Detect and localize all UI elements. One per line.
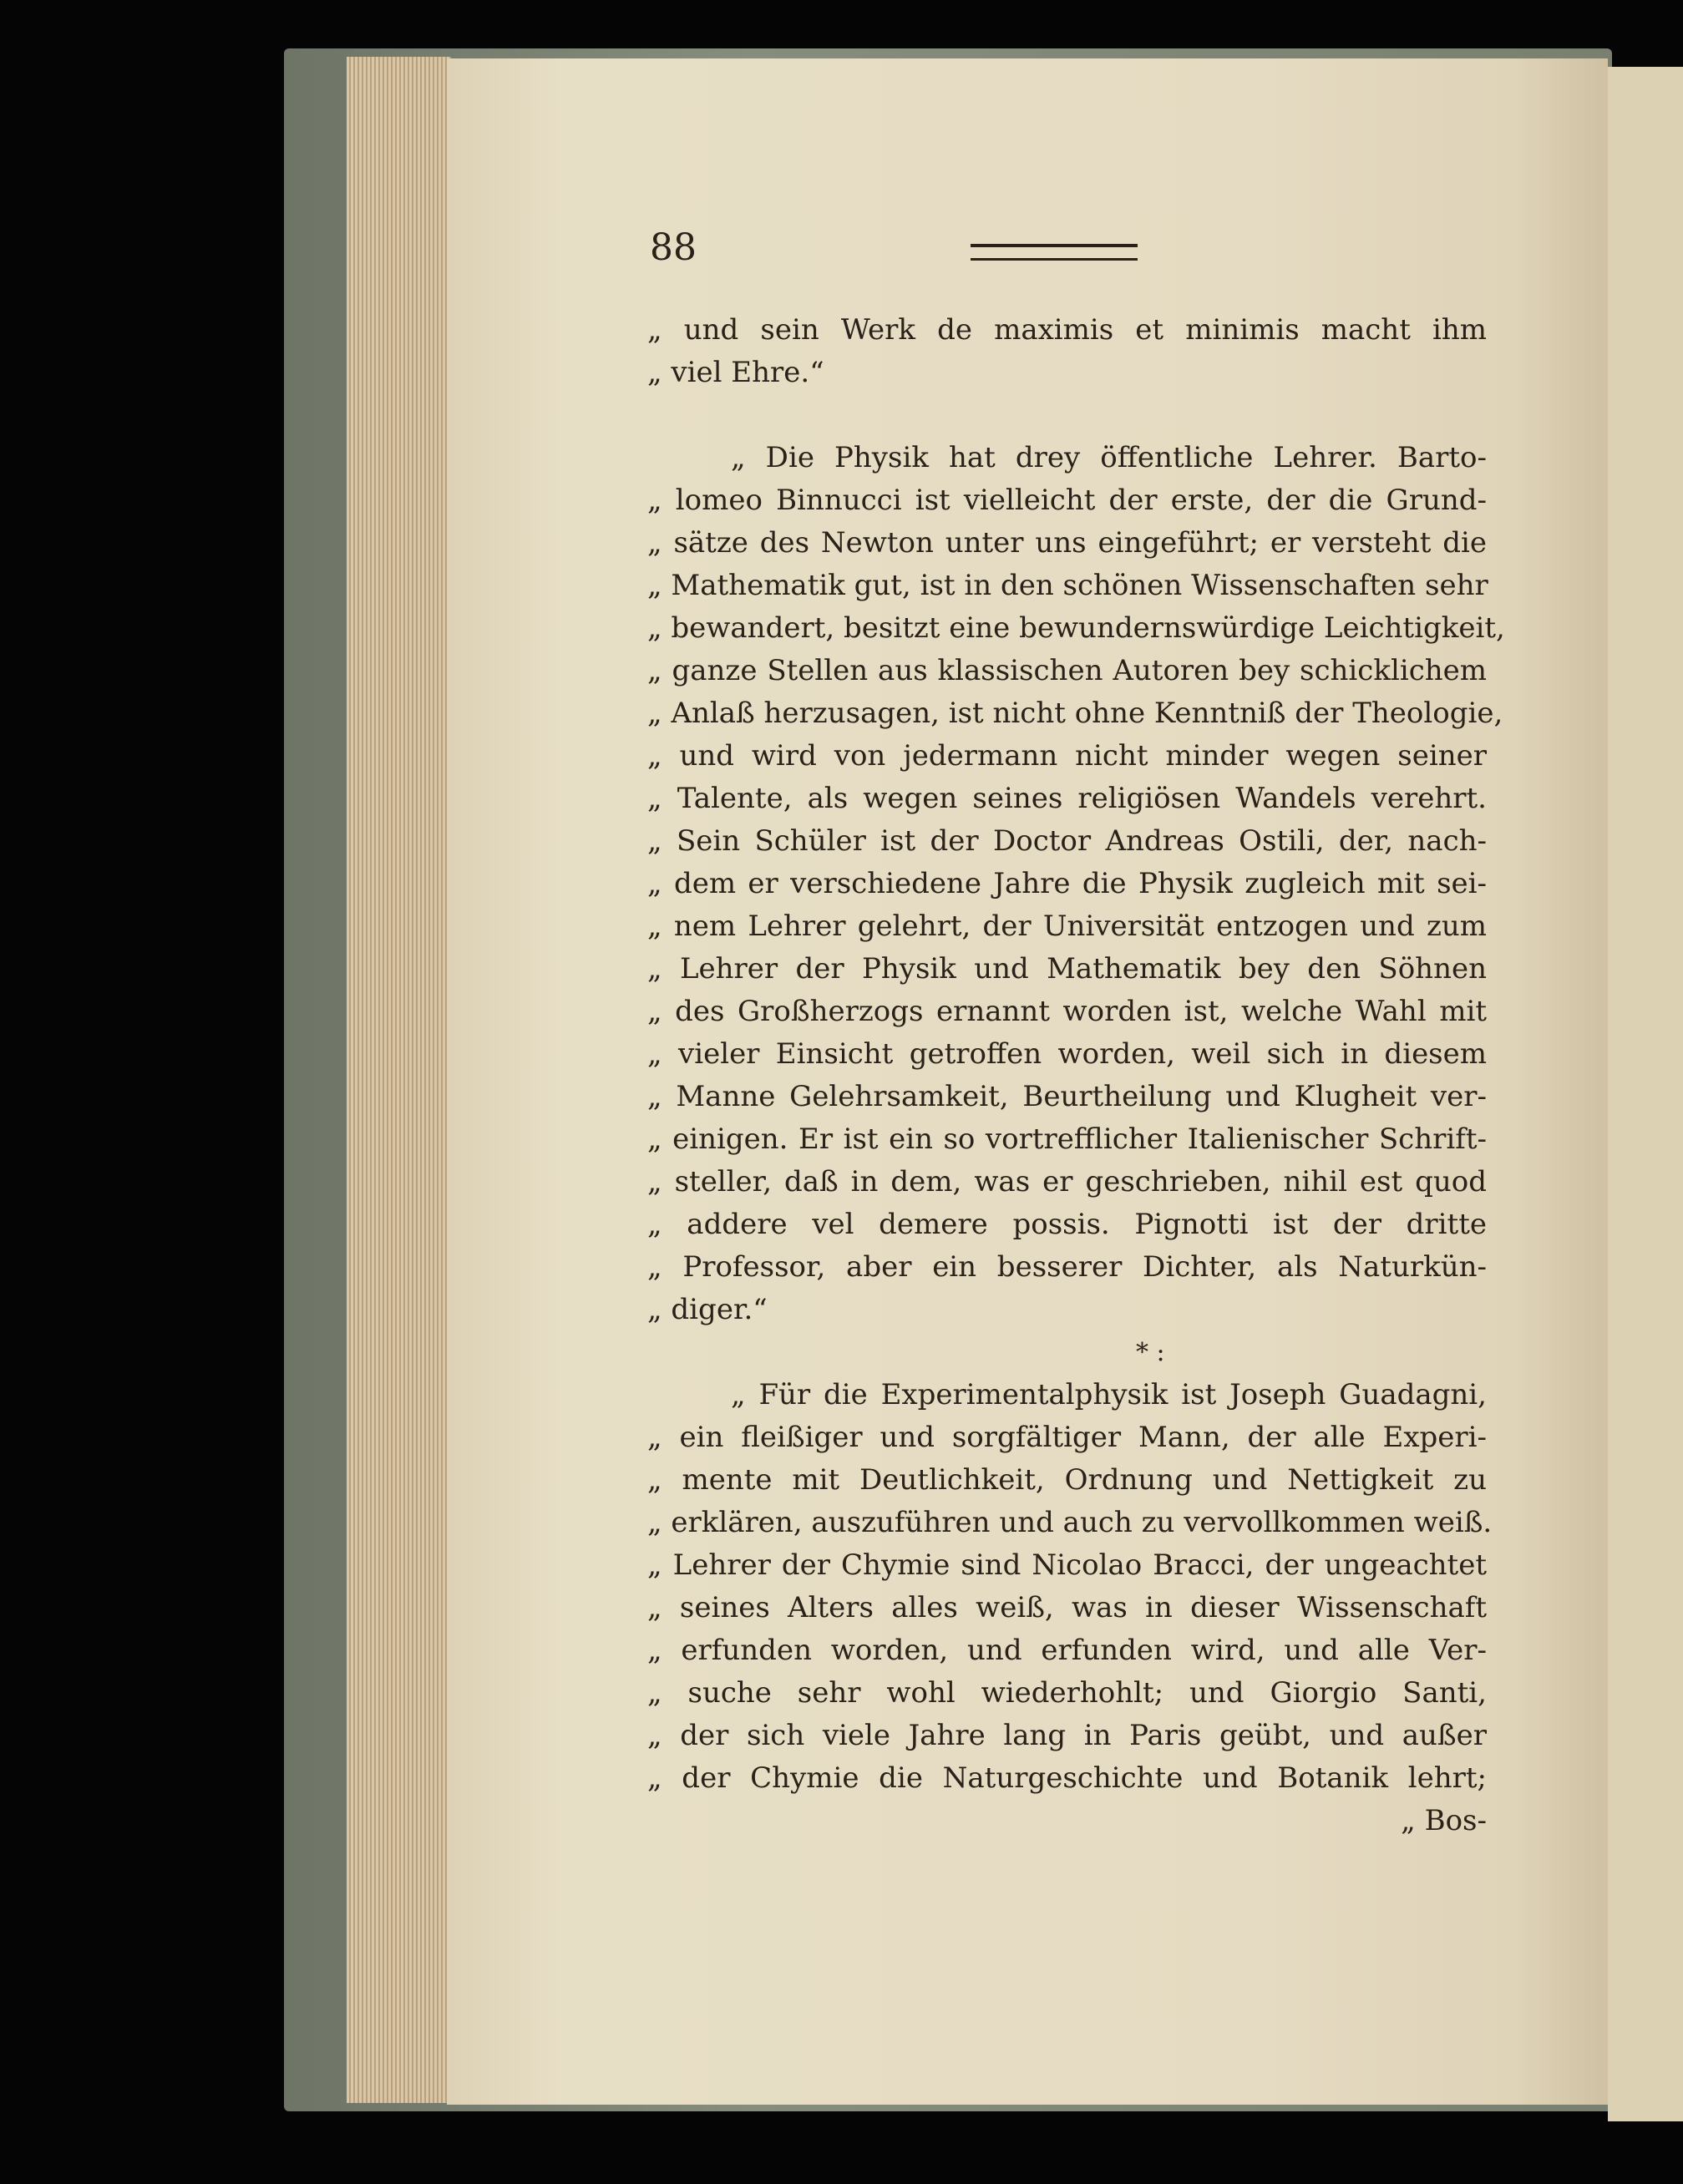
text-line: „ Für die Experimentalphysik ist Joseph Guadagni, — [731, 1378, 1487, 1411]
text-line: „ der Chymie die Naturgeschichte und Botanik lehrt; — [647, 1761, 1487, 1795]
text-line: „ Anlaß herzusagen, ist nicht ohne Kenntniß der Theologie, — [647, 697, 1503, 730]
paragraph-gap — [647, 1331, 1487, 1374]
page-number: 88 — [650, 226, 697, 269]
text-line: „ addere vel demere possis. Pignotti ist der dritte — [647, 1208, 1487, 1241]
header-rule — [971, 244, 1138, 261]
text-line: „ nem Lehrer gelehrt, der Universität entzogen und zum — [647, 910, 1487, 943]
text-line: „ erfunden worden, und erfunden wird, und alle Ver- — [647, 1634, 1487, 1667]
text-line: „ und sein Werk de maximis et minimis macht ihm — [647, 313, 1487, 347]
text-line: „ der sich viele Jahre lang in Paris geübt, und außer — [647, 1719, 1487, 1752]
text-line: „ dem er verschiedene Jahre die Physik zugleich mit sei- — [647, 867, 1487, 900]
facing-page-edge — [1608, 67, 1683, 2121]
text-line: „ und wird von jedermann nicht minder wegen seiner — [647, 739, 1487, 773]
text-line: „ erklären, auszuführen und auch zu vervollkommen weiß. — [647, 1506, 1493, 1539]
text-line: „ ganze Stellen aus klassischen Autoren bey schicklichem — [647, 654, 1487, 687]
text-line: „ steller, daß in dem, was er geschrieben, nihil est quod — [647, 1165, 1487, 1198]
text-line: „ Die Physik hat drey öffentliche Lehrer. Barto- — [731, 441, 1487, 474]
text-line: „ Lehrer der Physik und Mathematik bey den Söhnen — [647, 952, 1487, 986]
text-line: „ ein fleißiger und sorgfältiger Mann, der alle Experi- — [647, 1421, 1487, 1454]
text-line: „ seines Alters alles weiß, was in dieser Wissenschaft — [647, 1591, 1487, 1624]
text-line: „ bewandert, besitzt eine bewundernswürdige Leichtigkeit, — [647, 611, 1505, 645]
paragraph-gap — [647, 394, 1487, 437]
text-line: „ vieler Einsicht getroffen worden, weil sich in diesem — [647, 1037, 1487, 1071]
text-line: „ Sein Schüler ist der Doctor Andreas Ostili, der, nach- — [647, 824, 1487, 858]
text-line: „ Mathematik gut, ist in den schönen Wissenschaften sehr — [647, 569, 1488, 602]
text-line: „ Lehrer der Chymie sind Nicolao Bracci, der ungeachtet — [647, 1548, 1487, 1582]
text-line: „ diger.“ — [647, 1293, 768, 1326]
text-line: „ mente mit Deutlichkeit, Ordnung und Nettigkeit zu — [647, 1463, 1487, 1497]
text-line: „ des Großherzogs ernannt worden ist, welche Wahl mit — [647, 995, 1487, 1028]
text-line: „ viel Ehre.“ — [647, 356, 824, 389]
text-line: „ Talente, als wegen seines religiösen Wandels verehrt. — [647, 782, 1487, 815]
body-text — [647, 309, 1505, 1842]
text-line: „ lomeo Binnucci ist vielleicht der erste, der die Grund- — [647, 484, 1487, 517]
text-line: „ suche sehr wohl wiederhohlt; und Giorgio Santi, — [647, 1676, 1487, 1710]
text-line: „ einigen. Er ist ein so vortrefflicher Italienischer Schrift- — [647, 1122, 1487, 1156]
catchword: „ Bos- — [1401, 1804, 1487, 1837]
text-line: „ Manne Gelehrsamkeit, Beurtheilung und Klugheit ver- — [647, 1080, 1487, 1113]
section-mark: * : — [1136, 1338, 1165, 1367]
text-line: „ sätze des Newton unter uns eingeführt; er versteht die — [647, 526, 1487, 560]
text-line: „ Professor, aber ein besserer Dichter, als Naturkün- — [647, 1250, 1487, 1284]
page-edges — [347, 57, 451, 2103]
